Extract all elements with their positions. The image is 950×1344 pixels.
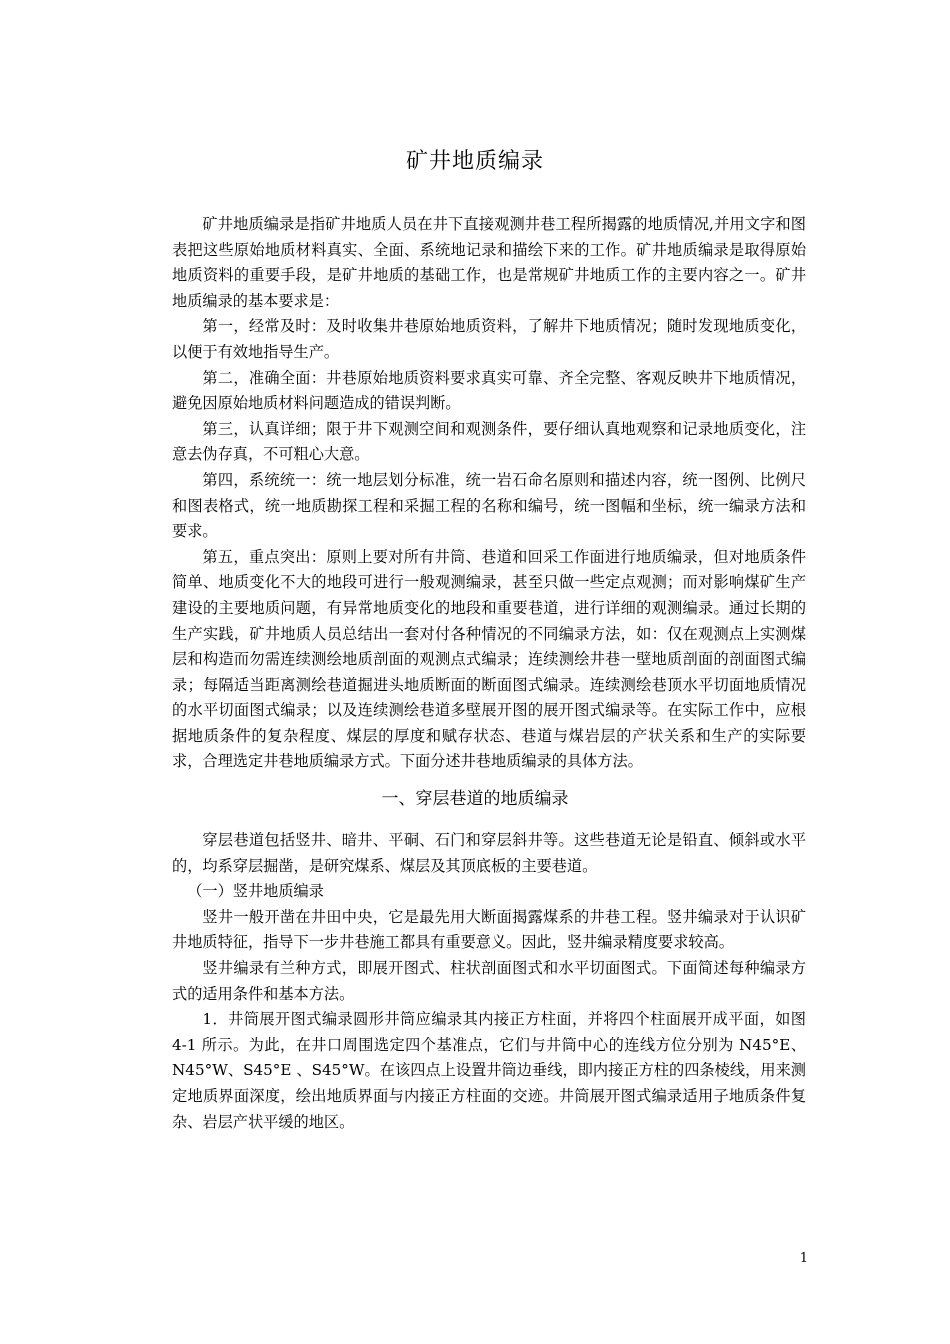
section-paragraph-4: 1．井筒展开图式编录圆形井筒应编录其内接正方柱面，并将四个柱面展开成平面，如图 4-1 所示。为此，在井口周围选定四个基准点，它们与井筒中心的连线方位分别为 N45°E、N45°W、S45°E 、S45°W。在该四点上设置井筒边垂线，即内接正方柱的四条棱线，用来测定地质界面深度，绘出地质界面与内接正方柱面的交迹。井筒展开图式编录适用子地质条件复杂、岩层产状平缓的地区。 — [172, 1010, 806, 1131]
section-paragraph-1: 穿层巷道包括竖井、暗井、平硐、石门和穿层斜井等。这些巷道无论是铅直、倾斜或水平的，均系穿层掘凿，是研究煤系、煤层及其顶底板的主要巷道。 — [172, 831, 806, 875]
document-title: 矿井地质编录 — [405, 149, 544, 174]
intro-text — [172, 212, 806, 775]
requirement-paragraph-1: 第一，经常及时：及时收集井巷原始地质资料，了解井下地质情况；随时发现地质变化，以便于有效地指导生产。 — [172, 317, 806, 361]
requirement-paragraph-3: 第三，认真详细；限于井下观测空间和观测条件，要仔细认真地观察和记录地质变化，注意去伪存真，不可粗心大意。 — [172, 419, 806, 464]
requirement-paragraph-5: 第五，重点突出：原则上要对所有井筒、巷道和回采工作面进行地质编录，但对地质条件简单、地质变化不大的地段可进行一般观测编录，甚至只做一些定点观测；而对影响煤矿生产建设的主要地质问题，有异常地质变化的地段和重要巷道，进行详细的观测编录。通过长期的生产实践，矿井地质人员总结出一套对付各种情况的不同编录方法，如：仅在观测点上实测煤层和构造而勿需连续测绘地质剖面的观测点式编录；连续测绘井巷一壁地质剖面的剖面图式编录；每隔适当距离测绘巷道掘进头地质断面的断面图式编录。连续测绘巷顶水平切面地质情况的水平切面图式编录；以及连续测绘巷道多壁展开图的展开图式编录等。在实际工作中，应根据地质条件的复杂程度、煤层的厚度和赋存状态、巷道与煤岩层的产状关系和生产的实际要求，合理选定井巷地质编录方式。下面分述井巷地质编录的具体方法。 — [172, 547, 806, 771]
section-heading: 一、穿层巷道的地质编录 — [381, 789, 569, 809]
intro-paragraph: 矿井地质编录是指矿井地质人员在井下直接观测井巷工程所揭露的地质情况,并用文字和图表把这些原始地质材料真实、全面、系统地记录和描绘下来的工作。矿井地质编录是取得原始地质资料的重要手段，是矿井地质的基础工作，也是常规矿井地质工作的主要内容之一。矿井地质编录的基本要求是： — [172, 215, 806, 310]
requirement-paragraph-2: 第二，准确全面：井巷原始地质资料要求真实可靠、齐全完整、客观反映井下地质情况，避免因原始地质材料问题造成的错误判断。 — [172, 368, 806, 413]
requirement-paragraph-4: 第四，系统统一：统一地层划分标准，统一岩石命名原则和描述内容，统一图例、比例尺和图表格式，统一地质勘探工程和采掘工程的名称和编号，统一图幅和坐标，统一编录方法和要求。 — [172, 470, 806, 541]
section-text — [172, 828, 806, 1135]
subsection-heading: （一）竖井地质编录 — [187, 882, 324, 901]
section-paragraph-2: 竖井一般开凿在井田中央，它是最先用大断面揭露煤系的井巷工程。竖井编录对于认识矿井地质特征，指导下一步井巷施工都具有重要意义。因此，竖井编录精度要求较高。 — [172, 907, 806, 952]
section-paragraph-3: 竖井编录有兰种方式，即展开图式、柱状剖面图式和水平切面图式。下面简述每种编录方式的适用条件和基本方法。 — [172, 958, 806, 1003]
page-number: 1 — [799, 1251, 808, 1266]
